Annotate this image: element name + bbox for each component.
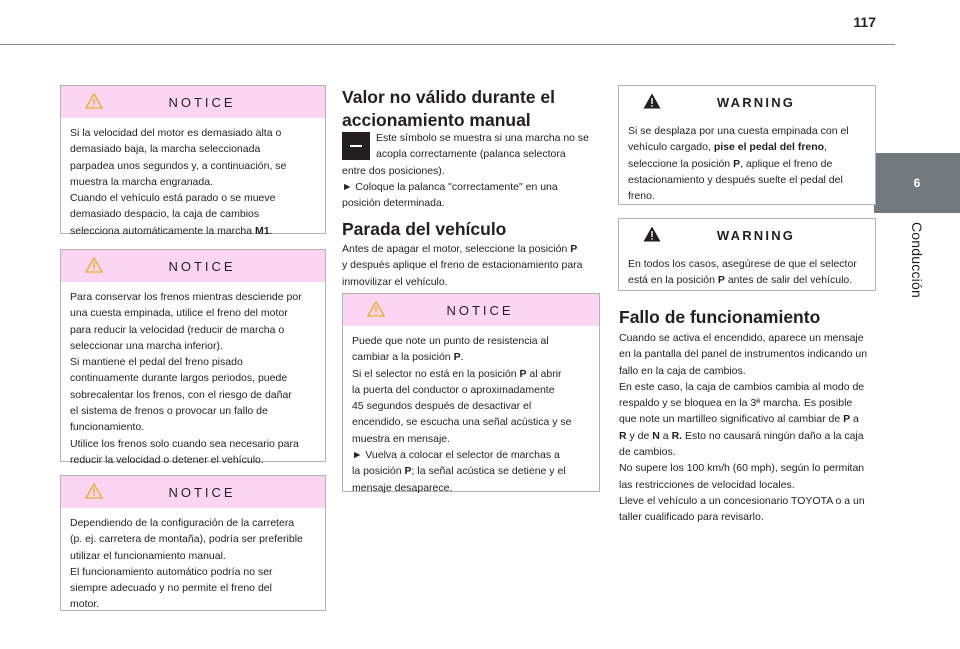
section-title-invalid-value — [342, 86, 555, 132]
text-line: mensaje desaparece. — [352, 481, 453, 494]
text-line: Si se desplaza por una cuesta empinada con el — [628, 125, 849, 137]
warning-triangle-icon — [643, 226, 661, 242]
malfunction-text — [619, 330, 877, 526]
text-span: Antes de apagar el motor, seleccione la posición — [342, 243, 571, 255]
warning-box-leave-vehicle — [618, 218, 876, 291]
notice-title: NOTICE — [168, 258, 236, 274]
gear-p: P — [453, 351, 461, 364]
text-line — [70, 223, 317, 239]
text-span: , aplique el freno de — [740, 157, 833, 170]
text-line: 45 segundos después de desactivar el — [352, 400, 532, 413]
text-line: taller cualificado para revisarlo. — [619, 511, 764, 524]
notice-header — [61, 86, 325, 118]
warning-title: WARNING — [716, 227, 796, 243]
text-line: No supere los 100 km/h (60 mph), según lo permitan — [619, 462, 865, 475]
section-title-malfunction: Fallo de funcionamiento — [619, 307, 821, 327]
gear-invalid-symbol-icon — [342, 132, 370, 160]
text-line: freno. — [628, 190, 655, 203]
warning-box-slope — [618, 85, 876, 205]
notice-box-gear-display — [60, 85, 326, 237]
text-line — [628, 156, 867, 172]
notice-body — [61, 508, 325, 619]
text-line: muestra en mensaje. — [352, 432, 451, 445]
text-line: funcionamiento. — [70, 421, 145, 434]
warning-triangle-icon — [85, 257, 103, 273]
invalid-value-text — [342, 130, 604, 211]
text-line: estacionamiento y después suelte el pedal del — [628, 173, 843, 186]
text-span: cambiar a la posición — [352, 351, 454, 364]
text-span: la posición — [352, 465, 405, 478]
text-line — [342, 241, 604, 257]
warning-triangle-icon — [367, 301, 385, 317]
notice-body — [61, 282, 325, 474]
text-line: Lleve el vehículo a un concesionario TOYOTA o a un — [619, 494, 865, 507]
text-line: inmovilizar el vehículo. — [342, 275, 448, 288]
gear-p: P — [733, 157, 741, 170]
text-line: acopla correctamente (palanca selectora — [376, 148, 566, 161]
text-line: ► Vuelva a colocar el selector de marchas a — [352, 449, 560, 462]
text-line — [352, 366, 591, 382]
warning-triangle-icon — [643, 93, 661, 109]
text-span: y de — [626, 429, 653, 442]
notice-body — [61, 118, 325, 245]
gear-r: R — [619, 429, 627, 442]
text-line: (p. ej. carretera de montaña), podría ser preferible — [70, 533, 303, 546]
text-line — [352, 349, 591, 365]
text-line: Para conservar los frenos mientras desciende por — [70, 291, 302, 303]
notice-title: NOTICE — [168, 484, 236, 500]
text-line: seleccionar una marcha inferior). — [70, 339, 223, 352]
text-line: reducir la velocidad o detener el vehículo. — [70, 453, 264, 466]
warning-body — [619, 251, 875, 295]
text-span: vehículo cargado, — [628, 141, 714, 154]
text-line: respaldo y se bloquea en la 3ª marcha. Es posible — [619, 397, 853, 410]
warning-triangle-icon — [85, 93, 103, 109]
text-line: demasiado baja, la marcha seleccionada — [70, 143, 261, 156]
text-line: muestra la marcha engranada. — [70, 175, 213, 188]
notice-box-engine-brake — [60, 249, 326, 466]
text-span: que note un martilleo significativo al cambiar de — [619, 413, 844, 426]
text-line: utilizar el funcionamiento manual. — [70, 549, 226, 562]
notice-box-p-position — [342, 293, 600, 492]
text-line: sobrecalentar los frenos, con el riesgo de dañar — [70, 388, 292, 401]
text-line: las restricciones de velocidad locales. — [619, 478, 795, 491]
text-line: Si mantiene el pedal del freno pisado — [70, 356, 243, 369]
text-line: Utilice los frenos solo cuando sea necesario para — [70, 437, 299, 450]
header-rule — [0, 44, 895, 45]
text-span: a — [850, 413, 859, 426]
text-line: la puerta del conductor o aproximadamente — [352, 383, 555, 396]
text-line: Puede que note un punto de resistencia al — [352, 335, 549, 347]
text-span: . — [269, 224, 273, 237]
gear-p: P — [519, 367, 527, 380]
text-line: posición determinada. — [342, 197, 445, 210]
text-span: al abrir — [526, 367, 562, 380]
notice-header — [61, 250, 325, 282]
text-bold: pise el pedal del freno — [713, 141, 825, 154]
text-line — [352, 463, 591, 479]
text-line: En todos los casos, asegúrese de que el selector — [628, 258, 857, 270]
text-line: Dependiendo de la configuración de la carretera — [70, 517, 295, 529]
text-line: ► Coloque la palanca "correctamente" en una — [342, 180, 558, 193]
text-line: para reducir la velocidad (reducir de marcha o — [70, 323, 285, 336]
notice-box-manual-mode — [60, 475, 326, 611]
gear-p: P — [843, 413, 851, 426]
gear-m1: M1 — [255, 224, 270, 237]
text-line: demasiado despacio, la caja de cambios — [70, 208, 260, 221]
page-number: 117 — [853, 14, 876, 30]
stop-text — [342, 241, 604, 290]
notice-body — [343, 326, 599, 502]
title-line: accionamiento manual — [342, 110, 531, 130]
chapter-number: 6 — [913, 176, 921, 190]
text-line: Cuando el vehículo está parado o se mueve — [70, 192, 276, 205]
text-line: encendido, se escucha una señal acústica y se — [352, 416, 572, 429]
text-span: selecciona automáticamente la marcha — [70, 224, 256, 237]
text-span: Si el selector no está en la posición — [352, 367, 520, 380]
text-line: una cuesta empinada, utilice el freno del motor — [70, 307, 288, 320]
text-span: seleccione la posición — [628, 157, 734, 170]
text-line: continuamente durante largos periodos, puede — [70, 372, 288, 385]
gear-r: R. — [671, 429, 683, 442]
text-line: y después aplique el freno de estacionamiento para — [342, 259, 583, 272]
text-line: en la pantalla del panel de instrumentos indicando un — [619, 348, 868, 361]
text-span: Esto no causará ningún daño a la caja — [682, 429, 864, 442]
text-line — [628, 139, 867, 155]
text-line — [619, 428, 877, 444]
notice-header — [343, 294, 599, 326]
gear-p: P — [570, 243, 578, 255]
text-line: siempre adecuado y no permite el freno del — [70, 582, 272, 595]
text-line: parpadea unos segundos y, a continuación, se — [70, 159, 287, 172]
chapter-tab[interactable] — [874, 153, 960, 213]
text-span: está en la posición — [628, 274, 718, 287]
text-line: de cambios. — [619, 446, 676, 459]
section-title-stop: Parada del vehículo — [342, 219, 507, 239]
text-line: El funcionamiento automático podría no ser — [70, 565, 273, 578]
notice-title: NOTICE — [446, 302, 514, 318]
warning-body — [619, 118, 875, 210]
gear-p: P — [404, 465, 412, 478]
text-line: fallo en la caja de cambios. — [619, 364, 746, 377]
text-span: , — [824, 141, 828, 154]
gear-n: N — [652, 429, 660, 442]
text-line: Si la velocidad del motor es demasiado alta o — [70, 127, 282, 139]
notice-header — [61, 476, 325, 508]
text-span: . — [460, 351, 464, 364]
text-line — [619, 411, 877, 427]
text-line — [628, 272, 867, 288]
text-span: ; la señal acústica se detiene y el — [411, 465, 566, 478]
text-line: el sistema de frenos o provocar un fallo de — [70, 405, 268, 418]
text-line: entre dos posiciones). — [342, 164, 445, 177]
text-span: antes de salir del vehículo. — [724, 274, 853, 287]
text-span: a — [659, 429, 672, 442]
gear-p: P — [717, 274, 725, 287]
chapter-title: Conducción — [909, 222, 925, 298]
warning-title: WARNING — [716, 94, 796, 110]
warning-triangle-icon — [85, 483, 103, 499]
text-line: En este caso, la caja de cambios cambia al modo de — [619, 380, 865, 393]
warning-header — [619, 219, 875, 251]
text-line: motor. — [70, 598, 100, 611]
warning-header — [619, 86, 875, 118]
text-line: Este símbolo se muestra si una marcha no se — [376, 132, 590, 144]
notice-title: NOTICE — [168, 94, 236, 110]
text-line: Cuando se activa el encendido, aparece un mensaje — [619, 332, 864, 344]
title-line: Valor no válido durante el — [342, 87, 555, 107]
